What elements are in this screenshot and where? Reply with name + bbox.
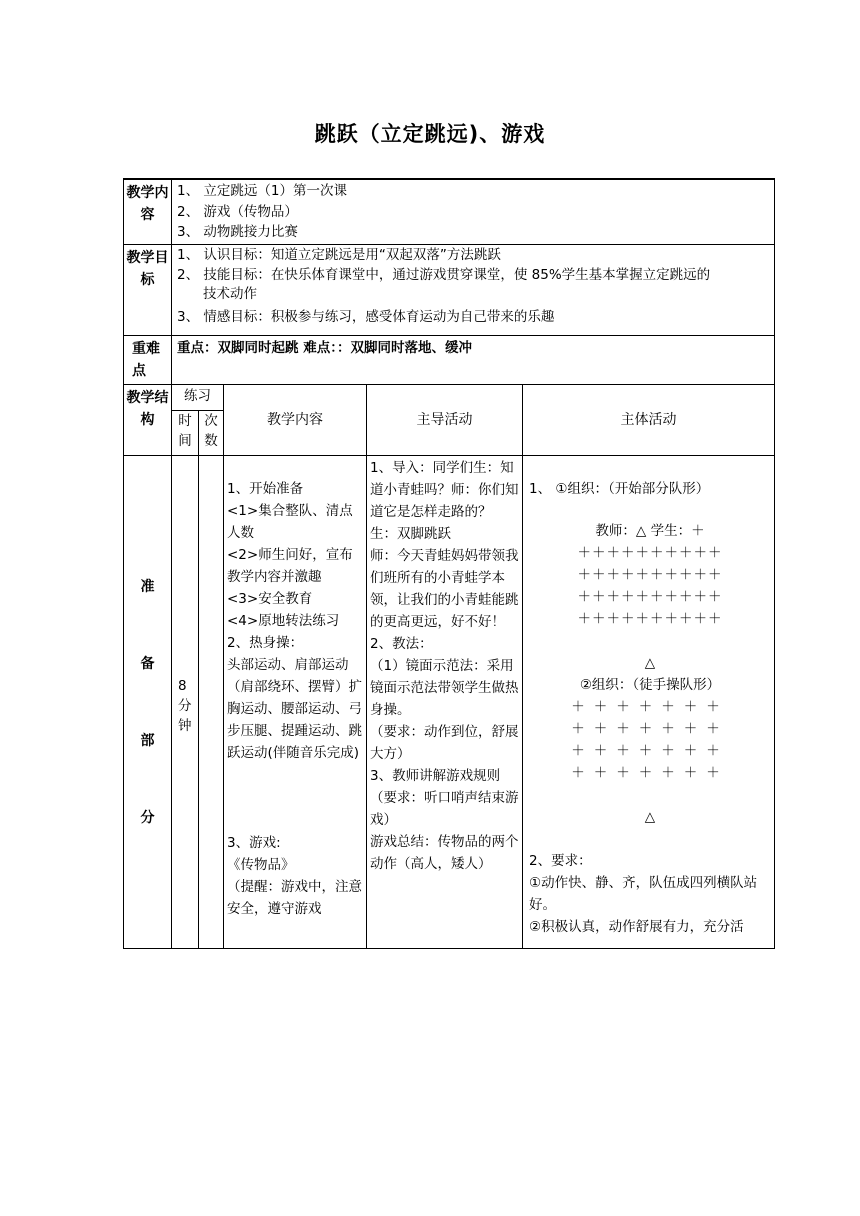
content-line: 2、热身操： bbox=[227, 635, 304, 651]
content-line: <3>安全教育 bbox=[227, 591, 313, 607]
prep-label-char: 分 bbox=[140, 809, 155, 826]
lead-line: （1）镜面示范法：采用镜面示范法带领学生做热身操。 bbox=[370, 658, 519, 718]
row-teaching-goals bbox=[124, 245, 775, 336]
prep-content bbox=[224, 456, 367, 949]
lead-line: 1、导入：同学们生：知道小青蛙吗？师：你们知道它是怎样走路的？ bbox=[370, 460, 519, 520]
formation-row: ＋＋＋＋＋＋＋＋＋＋ bbox=[577, 567, 723, 583]
label-text: 重难点 bbox=[132, 341, 160, 379]
subject-line: ①动作快、静、齐，队伍成四列横队站好。 bbox=[529, 875, 758, 913]
subject-line: 2、要求： bbox=[529, 853, 592, 869]
prep-label-char: 部 bbox=[140, 732, 155, 749]
header-count: 次数 bbox=[199, 410, 224, 455]
lead-line: 师：今天青蛙妈妈带领我们班所有的小青蛙学本领，让我们的小青蛙能跳的更高更远，好不好！ bbox=[370, 548, 519, 630]
formation-row: ＋＋＋＋＋＋＋ bbox=[571, 765, 729, 781]
subject-line: 1、 ①组织：（开始部分队形） bbox=[529, 481, 710, 497]
header-content: 教学内容 bbox=[224, 385, 367, 456]
content-item: 2、 游戏（传物品） bbox=[177, 203, 298, 220]
content-line: <1>集合整队、清点人数 bbox=[227, 503, 353, 541]
header-practice: 练习 bbox=[172, 385, 224, 411]
content-line: <2>师生问好，宣布教学内容并激趣 bbox=[227, 547, 353, 585]
goal-item: 2、 技能目标：在快乐体育课堂中，通过游戏贯穿课堂，使 85%学生基本掌握立定跳远的 bbox=[177, 266, 711, 283]
label-teaching-content bbox=[124, 179, 172, 245]
prep-subject-activity bbox=[523, 456, 775, 949]
header-lead-activity: 主导活动 bbox=[367, 385, 523, 456]
lead-line: 2、教法： bbox=[370, 636, 433, 652]
key-points-cell bbox=[172, 336, 775, 385]
label-key-points bbox=[124, 336, 172, 385]
teacher-triangle: △ bbox=[644, 809, 656, 825]
goal-item: 1、 认识目标：知道立定跳远是用“双起双落”方法跳跃 bbox=[177, 247, 501, 263]
row-prep-section bbox=[124, 456, 775, 949]
content-line: 1、开始准备 bbox=[227, 481, 304, 497]
key-points-text: 重点：双脚同时起跳 难点：：双脚同时落地、缓冲 bbox=[177, 340, 472, 356]
label-text: 教学目标 bbox=[126, 250, 169, 288]
content-line: <4>原地转法练习 bbox=[227, 613, 340, 629]
label-teaching-goals bbox=[124, 245, 172, 336]
formation-row: ＋＋＋＋＋＋＋ bbox=[571, 699, 729, 715]
content-item: 3、 动物跳接力比赛 bbox=[177, 224, 298, 240]
content-item: 1、 立定跳远（1）第一次课 bbox=[177, 183, 347, 199]
subject-line: 教师：△ 学生：＋ bbox=[595, 523, 705, 539]
lead-line: 生：双脚跳跃 bbox=[370, 526, 451, 542]
teaching-goals-cell bbox=[172, 245, 775, 336]
prep-count bbox=[199, 456, 224, 949]
lead-line: 3、教师讲解游戏规则 bbox=[370, 768, 501, 784]
formation-row: ＋＋＋＋＋＋＋ bbox=[571, 743, 729, 759]
lead-line: （要求：动作到位，舒展大方） bbox=[370, 724, 519, 762]
content-line: 3、游戏: bbox=[227, 835, 281, 851]
subject-line: ②积极认真，动作舒展有力，充分活 bbox=[529, 919, 744, 935]
label-prep-section bbox=[124, 456, 172, 949]
lead-line: （要求：听口哨声结束游戏） bbox=[370, 790, 519, 828]
row-structure-header bbox=[124, 385, 775, 411]
formation-row: ＋＋＋＋＋＋＋＋＋＋ bbox=[577, 545, 723, 561]
prep-lead-activity bbox=[367, 456, 523, 949]
header-subject-activity: 主体活动 bbox=[523, 385, 775, 456]
prep-time: 8 分 钟 bbox=[172, 456, 199, 949]
content-line: 头部运动、肩部运动（肩部绕环、摆臂）扩胸运动、腰部运动、弓步压腿、提踵运动、跳跃运动(伴随音乐完成) bbox=[227, 657, 362, 761]
formation-row: ＋＋＋＋＋＋＋ bbox=[571, 721, 729, 737]
header-time: 时间 bbox=[172, 410, 199, 455]
teaching-content-cell bbox=[172, 179, 775, 245]
lesson-plan-table bbox=[123, 178, 775, 949]
content-line: 《传物品》 bbox=[227, 857, 295, 873]
formation-row: ＋＋＋＋＋＋＋＋＋＋ bbox=[577, 589, 723, 605]
page-title: 跳跃（立定跳远)、游戏 bbox=[314, 122, 546, 146]
goal-item: 3、 情感目标：积极参与练习，感受体育运动为自己带来的乐趣 bbox=[177, 308, 555, 325]
teacher-triangle: △ bbox=[644, 655, 656, 671]
label-teaching-structure bbox=[124, 385, 172, 456]
prep-label-char: 准 bbox=[140, 578, 155, 595]
row-teaching-content bbox=[124, 179, 775, 245]
label-text: 教学结构 bbox=[126, 390, 169, 428]
goal-item: 技术动作 bbox=[203, 286, 257, 302]
subject-line: ②组织：（徒手操队形） bbox=[579, 677, 721, 693]
label-text: 教学内容 bbox=[126, 185, 169, 223]
content-line: （提醒：游戏中，注意安全，遵守游戏 bbox=[227, 879, 362, 917]
formation-row: ＋＋＋＋＋＋＋＋＋＋ bbox=[577, 611, 723, 627]
row-key-points bbox=[124, 336, 775, 385]
lead-line: 游戏总结：传物品的两个动作（高人，矮人） bbox=[370, 834, 519, 872]
prep-label-char: 备 bbox=[140, 655, 155, 672]
